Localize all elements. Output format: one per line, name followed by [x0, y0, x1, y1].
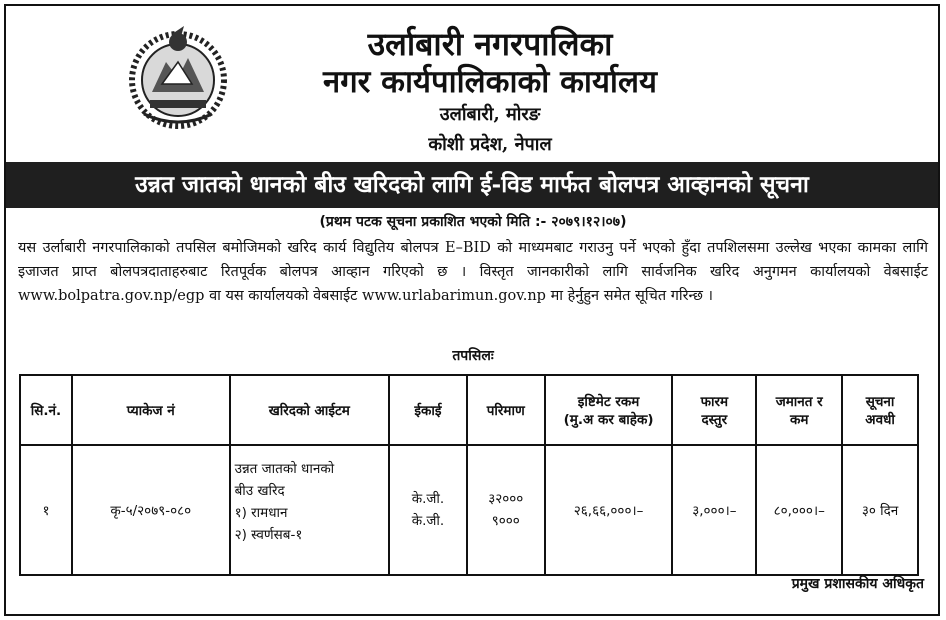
cell-estimate: २६,६६,०००।– [545, 445, 673, 575]
cell-form-fee: ३,०००।– [672, 445, 756, 575]
header-period [842, 375, 918, 445]
cell-security: ८०,०००।– [756, 445, 842, 575]
table-label: तपसिलः [452, 348, 494, 364]
tender-table [19, 374, 919, 576]
cell-sn: १ [20, 445, 72, 575]
cell-period: ३० दिन [842, 445, 918, 575]
cell-item [230, 445, 389, 575]
notice-body: यस उर्लाबारी नगरपालिकाको तपसिल बमोजिमको खरिद कार्य विद्युतिय बोलपत्र E–BID को माध्यमबाट गराउनु पर्ने भएको हुँदा तपशिलसमा उल्लेख भएका कामका लागि इजाजत प्राप्त बोलपत्रदाताहरुबाट रितपूर्वक बोलपत्र आव्हान गरिएको छ । विस्तृत जानकारीको लागि सार्वजनिक खरिद अनुगमन कार्यालयको वेबसाईट www.bolpatra.gov.np/egp वा यस कार्यालयको वेबसाईट www.urlabarimun.gov.np मा हेर्नुहुन समेत सूचित गरिन्छ । [18, 240, 928, 304]
item-title: उन्नत जातको धानको [234, 461, 335, 477]
unit-1: के.जी. [411, 491, 445, 507]
header-item: खरिदको आईटम [230, 375, 389, 445]
header-unit: ईकाई [389, 375, 467, 445]
header-estimate [545, 375, 673, 445]
cell-quantity [467, 445, 545, 575]
item-variety-2: २) स्वर्णसब-१ [234, 527, 303, 543]
notice-title: उन्नत जातको धानको बीउ खरिदको लागि ई-विड मार्फत बोलपत्र आव्हानको सूचना [6, 162, 938, 208]
header-form-fee [672, 375, 756, 445]
header-period-line2: अवधी [865, 412, 895, 428]
header-estimate-line2: (मु.अ कर बाहेक) [563, 412, 654, 428]
unit-2: के.जी. [411, 513, 445, 529]
header-period-line1: सूचना [865, 394, 895, 410]
item-title-cont: बीउ खरिद [234, 483, 285, 499]
signature: प्रमुख प्रशासकीय अधिकृत [791, 576, 924, 592]
header-estimate-line1: इष्टिमेट रकम [577, 394, 640, 410]
header-security [756, 375, 842, 445]
office-province: कोशी प्रदेश, नेपाल [428, 134, 552, 155]
table-row [20, 445, 918, 575]
cell-unit [389, 445, 467, 575]
quantity-1: ३२००० [488, 491, 524, 507]
publish-date: (प्रथम पटक सूचना प्रकाशित भएको मिति :- २०७९।१२।०७) [319, 214, 627, 230]
header-quantity: परिमाण [467, 375, 545, 445]
header-package: प्याकेज नं [72, 375, 230, 445]
quantity-2: ९००० [491, 513, 520, 529]
header-security-line1: जमानत र [775, 394, 823, 410]
office-name: उर्लाबारी नगरपालिका [367, 25, 613, 63]
header-form-fee-line1: फारम [700, 394, 729, 410]
header-form-fee-line2: दस्तुर [701, 412, 728, 428]
header-security-line2: कम [789, 412, 809, 428]
office-subtitle: नगर कार्यपालिकाको कार्यालय [323, 64, 657, 100]
office-location: उर्लाबारी, मोरङ [439, 104, 541, 125]
header-sn: सि.नं. [20, 375, 72, 445]
cell-package: कृ-५/२०७९-०८० [72, 445, 230, 575]
table-header-row [20, 375, 918, 445]
item-variety-1: १) रामधान [234, 505, 288, 521]
